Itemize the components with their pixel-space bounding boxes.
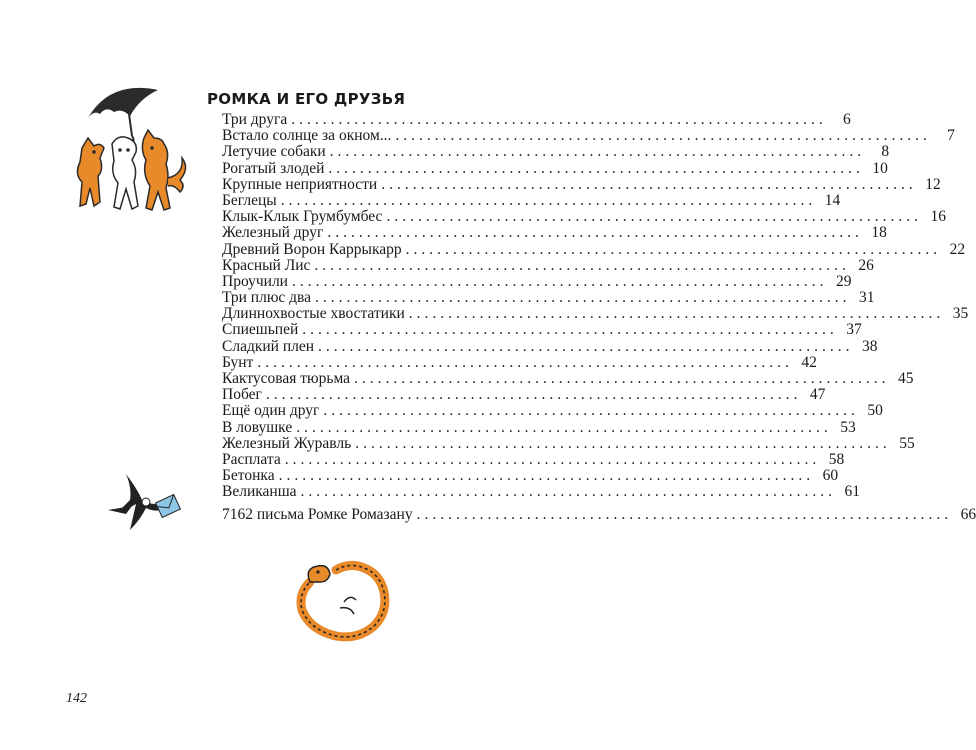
toc-entry-title: Бетонка [222, 467, 275, 485]
toc-leader: .................................................................... [416, 505, 953, 523]
page-number: 142 [66, 691, 87, 706]
toc-leader: .................................................................... [302, 321, 838, 339]
toc-entry-title: Бунт [222, 353, 254, 371]
toc-entry-page: 31 [859, 289, 875, 307]
toc-entry-title: Три друга [222, 111, 288, 128]
toc-entry-page: 38 [862, 337, 878, 355]
toc-entry-title: Беглецы [222, 191, 277, 209]
toc-entry[interactable] [222, 467, 839, 485]
toc-entry[interactable] [222, 111, 851, 128]
toc-entry-title: Летучие собаки [222, 143, 326, 161]
toc-entry-title: Крупные неприятности [222, 175, 378, 193]
toc-entry[interactable] [222, 224, 887, 242]
toc-entry-title: Древний Ворон Каррыкарр [222, 240, 402, 258]
toc-entry-title: Побег [222, 386, 262, 404]
toc-entry-page: 37 [846, 321, 862, 339]
toc-leader: .................................................................... [265, 386, 802, 404]
toc-entry-page: 66 [960, 505, 976, 523]
toc-leader: .................................................................... [315, 289, 851, 307]
toc-entry-page: 58 [828, 450, 845, 468]
toc-leader: .................................................................... [291, 272, 828, 290]
toc-entry[interactable] [222, 208, 946, 226]
toc-entry-title: Рогатый злодей [222, 159, 325, 177]
toc-leader: .................................................................... [318, 337, 854, 355]
toc-entry-page: 55 [899, 434, 915, 452]
toc-leader: .................................................................... [386, 208, 922, 226]
toc-entry[interactable] [222, 159, 888, 177]
toc-entry-page: 14 [824, 191, 841, 209]
toc-entry[interactable] [222, 418, 856, 436]
toc-entry-title: Встало солнце за окном... [222, 127, 392, 145]
toc-entry-page: 26 [858, 256, 874, 274]
toc-entry-page: 22 [949, 240, 966, 258]
toc-entry-page: 50 [867, 402, 883, 420]
toc-entry[interactable] [222, 305, 969, 323]
toc-entry-page: 35 [952, 305, 969, 323]
toc-entry-title: 7162 письма Ромке Ромазану [222, 505, 413, 523]
toc-entry[interactable] [222, 289, 875, 307]
toc-entry-page: 18 [871, 224, 887, 242]
dogs-umbrella-illustration [70, 78, 195, 233]
toc-entry-title: Клык-Клык Грумбумбес [222, 208, 383, 226]
toc-entry[interactable] [222, 321, 862, 339]
toc-leader: .................................................................... [284, 450, 821, 468]
toc-leader: .................................................................... [300, 483, 837, 501]
orange-cat-icon [142, 130, 185, 210]
toc-entry-title: Три плюс два [222, 289, 312, 307]
bird-icon [108, 474, 162, 530]
toc-leader: .................................................................... [354, 370, 890, 387]
toc-entry-title: Железный Журавль [222, 434, 352, 452]
toc-entry-title: Проучили [222, 272, 288, 290]
toc-entry-page: 6 [842, 111, 851, 128]
toc-entry-page: 7 [947, 127, 955, 145]
toc-entry[interactable] [222, 434, 915, 452]
dragon-icon [301, 565, 385, 636]
bird-with-letter-illustration [106, 472, 186, 532]
toc-entry-title: Расплата [222, 450, 281, 468]
toc-entry-title: Ещё один друг [222, 402, 320, 420]
toc-entry-page: 61 [844, 483, 861, 501]
toc-entry-title: Кактусовая тюрьма [222, 370, 351, 387]
toc-leader: .................................................................... [327, 224, 863, 242]
toc-leader: .................................................................... [291, 111, 827, 128]
toc-entry[interactable] [222, 386, 826, 404]
toc-entry[interactable] [222, 337, 878, 355]
envelope-icon [156, 495, 181, 518]
toc-entry-page: 8 [881, 143, 890, 161]
toc-leader: .................................................................... [280, 191, 817, 209]
toc-entry-page: 29 [835, 272, 852, 290]
toc-entry-title: Красный Лис [222, 256, 311, 274]
toc-leader: .................................................................... [257, 353, 793, 371]
toc-leader: .................................................................... [323, 402, 859, 420]
white-dog-icon [112, 137, 138, 209]
orange-dog-icon [77, 138, 104, 206]
toc-entry[interactable] [222, 272, 852, 290]
section-title: РОМКА И ЕГО ДРУЗЬЯ [207, 90, 406, 108]
toc-entry-title: В ловушке [222, 418, 293, 436]
toc-entry[interactable] [222, 175, 941, 193]
toc-entry-page: 45 [898, 370, 914, 387]
toc-entry[interactable] [222, 256, 874, 274]
toc-entry[interactable] [222, 402, 883, 420]
toc-leader: .................................................................... [405, 240, 942, 258]
toc-entry[interactable] [222, 240, 966, 258]
toc-leader: .................................................................... [355, 434, 891, 452]
toc-entry[interactable] [222, 143, 890, 161]
toc-entry-page: 12 [925, 175, 941, 193]
toc-leader: .................................................................... [278, 467, 815, 485]
toc-entry[interactable] [222, 191, 841, 209]
toc-entry[interactable] [222, 450, 845, 468]
toc-entry-title: Спиешьпей [222, 321, 299, 339]
toc-entry[interactable] [222, 127, 955, 145]
toc-leader: .................................................................... [381, 175, 917, 193]
toc-entry-page: 42 [801, 353, 817, 371]
toc-entry[interactable] [222, 370, 914, 387]
toc-leader: .................................................................... [314, 256, 850, 274]
toc-entry-page: 53 [840, 418, 856, 436]
toc-entry-title: Длиннохвостые хвостатики [222, 305, 405, 323]
toc-entry-title: Великанша [222, 483, 297, 501]
table-of-contents [222, 111, 976, 523]
toc-leader: .................................................................... [296, 418, 832, 436]
toc-entry-page: 60 [822, 467, 839, 485]
toc-entry[interactable] [222, 505, 976, 523]
toc-entry[interactable] [222, 353, 817, 371]
toc-entry-page: 10 [872, 159, 888, 177]
toc-entry-page: 47 [809, 386, 826, 404]
toc-entry[interactable] [222, 483, 861, 501]
toc-leader: .................................................................... [329, 143, 866, 161]
toc-entry-page: 16 [930, 208, 946, 226]
toc-entry-title: Железный друг [222, 224, 324, 242]
toc-entry-title: Сладкий плен [222, 337, 315, 355]
toc-leader: .................................................................... [395, 127, 931, 145]
toc-leader: .................................................................... [328, 159, 864, 177]
dragon-illustration [296, 562, 396, 642]
toc-leader: .................................................................... [408, 305, 945, 323]
